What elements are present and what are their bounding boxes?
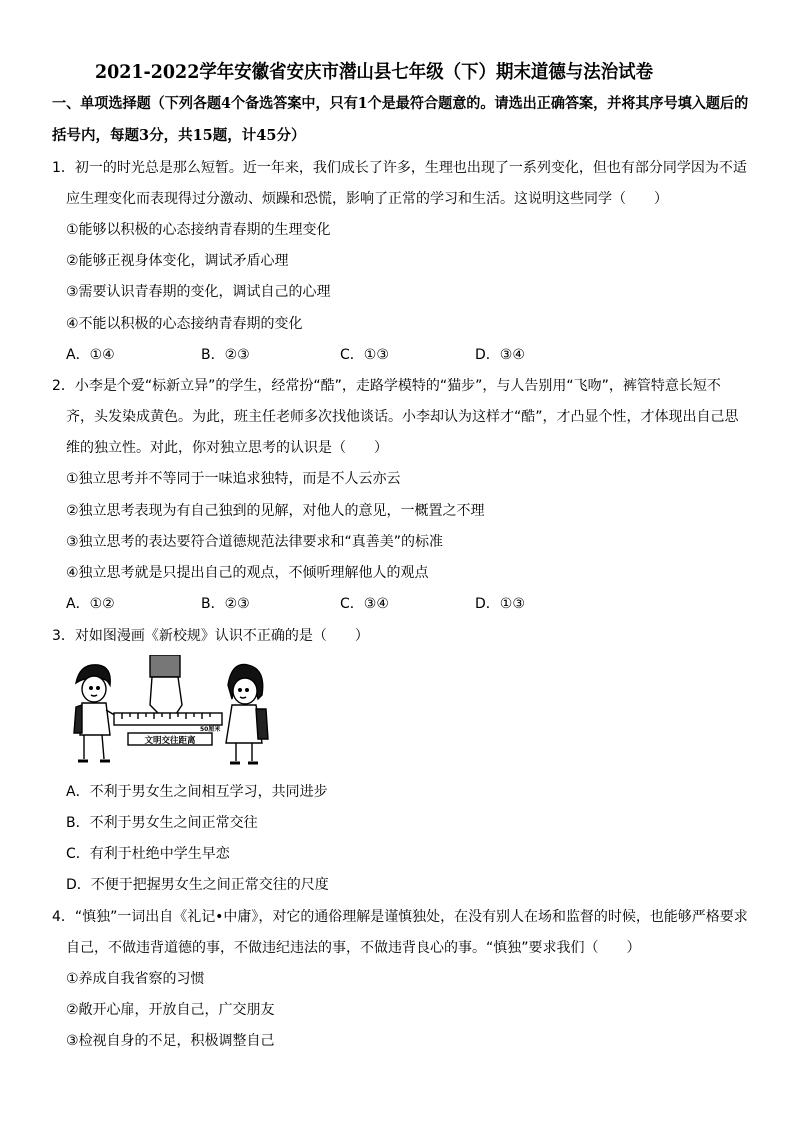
q2-option-b: B．②③	[201, 596, 250, 612]
comic-illustration	[66, 655, 272, 770]
comic-ruler-label: 50厘米	[200, 726, 221, 733]
q4-statement-1: ①养成自我省察的习惯	[66, 971, 205, 987]
girl-figure	[226, 664, 268, 763]
q1-stem-line1: 1．初一的时光总是那么短暂。近一年来，我们成长了许多，生理也出现了一系列变化，但也有部分同学因为不适	[52, 160, 747, 176]
q2-option-d: D．①③	[475, 596, 525, 612]
q3-option-b: B．不利于男女生之间正常交往	[66, 815, 258, 831]
q4-stem-line1: 4．“慎独”一词出自《礼记•中庸》，对它的通俗理解是谨慎独处，在没有别人在场和监督的时候，也能够严格要求	[52, 909, 748, 925]
section-heading-line1: 一、单项选择题（下列各题4个备选答案中，只有1个是最符合题意的。请选出正确答案，并将其序号填入题后的	[52, 95, 749, 112]
comic-new-school-rule	[66, 655, 272, 770]
comic-caption: 文明交往距离	[144, 736, 196, 746]
q2-statement-3: ③独立思考的表达要符合道德规范法律要求和“真善美”的标准	[66, 534, 444, 550]
q2-statement-1: ①独立思考并不等同于一味追求独特，而是不人云亦云	[66, 471, 401, 487]
q3-option-d: D．不便于把握男女生之间正常交往的尺度	[66, 877, 329, 893]
q4-statement-3: ③检视自身的不足，积极调整自己	[66, 1033, 275, 1049]
q4-statement-2: ②敞开心扉，开放自己，广交朋友	[66, 1002, 275, 1018]
q1-statement-4: ④不能以积极的心态接纳青春期的变化	[66, 316, 303, 332]
section-heading-line2: 括号内，每题3分，共15题，计45分）	[52, 127, 306, 144]
q1-statement-1: ①能够以积极的心态接纳青春期的生理变化	[66, 222, 331, 238]
q2-option-c: C．③④	[340, 596, 389, 612]
q2-stem-line3: 维的独立性。对此，你对独立思考的认识是（ ）	[66, 440, 388, 456]
q2-statement-4: ④独立思考就是只提出自己的观点，不倾听理解他人的观点	[66, 565, 429, 581]
q3-option-a: A．不利于男女生之间相互学习，共同进步	[66, 784, 328, 800]
q1-option-c: C．①③	[340, 347, 389, 363]
exam-title: 2021-2022学年安徽省安庆市潜山县七年级（下）期末道德与法治试卷	[94, 62, 654, 83]
q1-statement-2: ②能够正视身体变化，调试矛盾心理	[66, 253, 289, 269]
q3-option-c: C．有利于杜绝中学生早恋	[66, 846, 230, 862]
q3-stem: 3．对如图漫画《新校规》认识不正确的是（ ）	[52, 628, 369, 644]
q1-option-d: D．③④	[475, 347, 525, 363]
q1-stem-line2: 应生理变化而表现得过分激动、烦躁和恐慌，影响了正常的学习和生活。这说明这些同学（ ）	[66, 191, 668, 207]
q1-statement-3: ③需要认识青春期的变化，调试自己的心理	[66, 284, 331, 300]
boy-figure	[74, 665, 118, 761]
q2-option-a: A．①②	[66, 596, 115, 612]
q1-option-b: B．②③	[201, 347, 250, 363]
q2-statement-2: ②独立思考表现为有自己独到的见解，对他人的意见，一概置之不理	[66, 503, 485, 519]
q2-stem-line2: 齐，头发染成黄色。为此，班主任老师多次找他谈话。小李却认为这样才“酷”，才凸显个性，才体现出自己思	[66, 409, 739, 425]
q1-option-a: A．①④	[66, 347, 115, 363]
q2-stem-line1: 2．小李是个爱“标新立异”的学生，经常扮“酷”，走路学模特的“猫步”，与人告别用“飞吻”，裤管特意长短不	[52, 378, 721, 394]
q4-stem-line2: 自己，不做违背道德的事，不做违纪违法的事，不做违背良心的事。“慎独”要求我们（ ）	[66, 940, 641, 956]
